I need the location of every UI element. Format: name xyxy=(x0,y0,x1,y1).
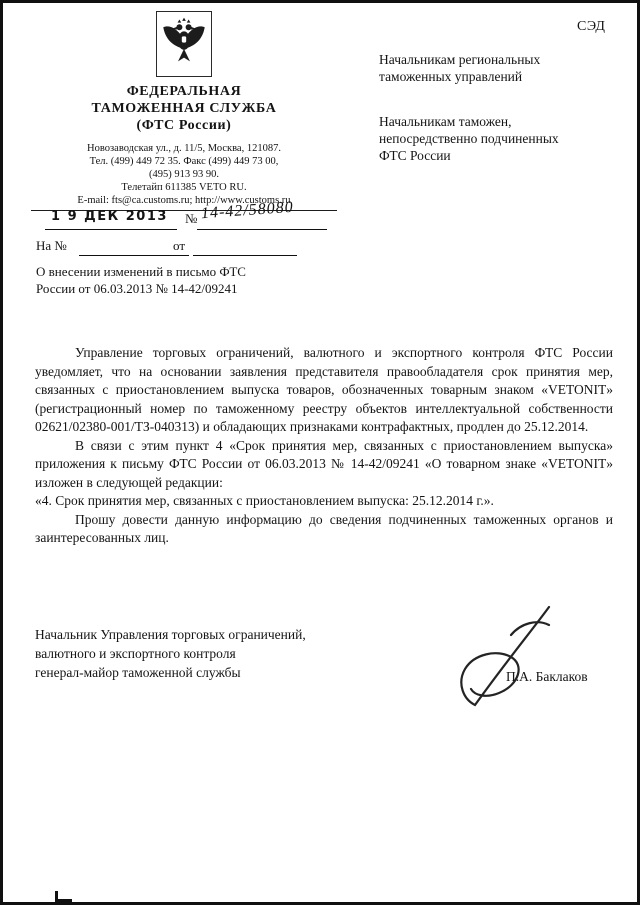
recipient-line: таможенных управлений xyxy=(379,69,523,84)
reference-underline-2 xyxy=(193,255,297,256)
signature-title-line: валютного и экспортного контроля xyxy=(35,646,236,661)
address-line: E-mail: fts@ca.customs.ru; http://www.customs.ru xyxy=(77,195,291,206)
emblem-box xyxy=(156,11,212,77)
body-paragraph-4: Прошу довести данную информацию до сведения подчиненных таможенных органов и заинтересованных лиц. xyxy=(35,511,613,545)
address-line: Новозаводская ул., д. 11/5, Москва, 121087. xyxy=(87,143,281,154)
outgoing-number: 14-42/58080 xyxy=(200,198,295,223)
recipients-block-1 xyxy=(379,51,609,85)
signature-title-line: генерал-майор таможенной службы xyxy=(35,665,241,680)
body-paragraph-3: «4. Срок принятия мер, связанных с приостановлением выпуска: 25.12.2014 г.». xyxy=(35,493,494,508)
org-name xyxy=(31,83,337,134)
letterhead xyxy=(31,11,337,211)
reference-underline-1 xyxy=(79,255,189,256)
subject-line: России от 06.03.2013 № 14-42/09241 xyxy=(36,281,238,296)
subject xyxy=(36,263,336,297)
scan-artifact xyxy=(55,891,72,902)
address-line: Тел. (499) 449 72 35. Факс (499) 449 73 00, xyxy=(89,156,279,167)
date-underline xyxy=(45,229,177,230)
org-name-line: (ФТС России) xyxy=(136,118,232,133)
address-block xyxy=(31,142,337,207)
recipient-line: непосредственно подчиненных xyxy=(379,131,559,146)
recipient-line: Начальникам региональных xyxy=(379,52,541,67)
na-number-label: На № xyxy=(36,238,67,253)
handwritten-signature-icon xyxy=(441,601,581,721)
org-name-line: ТАМОЖЕННАЯ СЛУЖБА xyxy=(91,101,277,116)
org-name-line: ФЕДЕРАЛЬНАЯ xyxy=(126,84,242,99)
sed-label: СЭД xyxy=(577,19,606,34)
date-stamp: 1 9 ДЕК 2013 xyxy=(51,209,168,224)
subject-line: О внесении изменений в письмо ФТС xyxy=(36,264,246,279)
body-paragraph-2: В связи с этим пункт 4 «Срок принятия мер, связанных с приостановлением выпуска» приложения к письму ФТС России от 06.03.2013 № 14-42/09241 «О товарном знаке «VETONIT» изложен в следующей редакции: xyxy=(35,437,613,490)
recipients-block-2 xyxy=(379,113,609,164)
body-paragraph-1: Управление торговых ограничений, валютного и экспортного контроля ФТС России уведомляет, что на основании заявления представителя правообладателя срок принятия мер, связанных с приостановлением выпуска товаров, обозначенных товарным знаком «VETONIT» (регистрационный номер по таможенному реестру объектов интеллектуальной собственности 02621/02380-001/ТЗ-040313) и обладающих признаками контрафактных, продлен до 25.12.2014. xyxy=(35,345,613,434)
coat-of-arms-icon xyxy=(161,14,207,75)
reference-row xyxy=(31,237,337,259)
signature-title xyxy=(35,625,365,682)
address-line: (495) 913 93 90. xyxy=(149,169,219,180)
signature-title-line: Начальник Управления торговых ограничений, xyxy=(35,627,306,642)
number-sign: № xyxy=(185,211,198,226)
recipient-line: ФТС России xyxy=(379,148,451,163)
ot-label: от xyxy=(173,238,186,253)
recipient-line: Начальникам таможен, xyxy=(379,114,512,129)
number-underline xyxy=(197,229,327,230)
signature-name: П.А. Баклаков xyxy=(506,669,588,684)
address-line: Телетайп 611385 VETO RU. xyxy=(121,182,247,193)
letter-body xyxy=(35,344,613,548)
